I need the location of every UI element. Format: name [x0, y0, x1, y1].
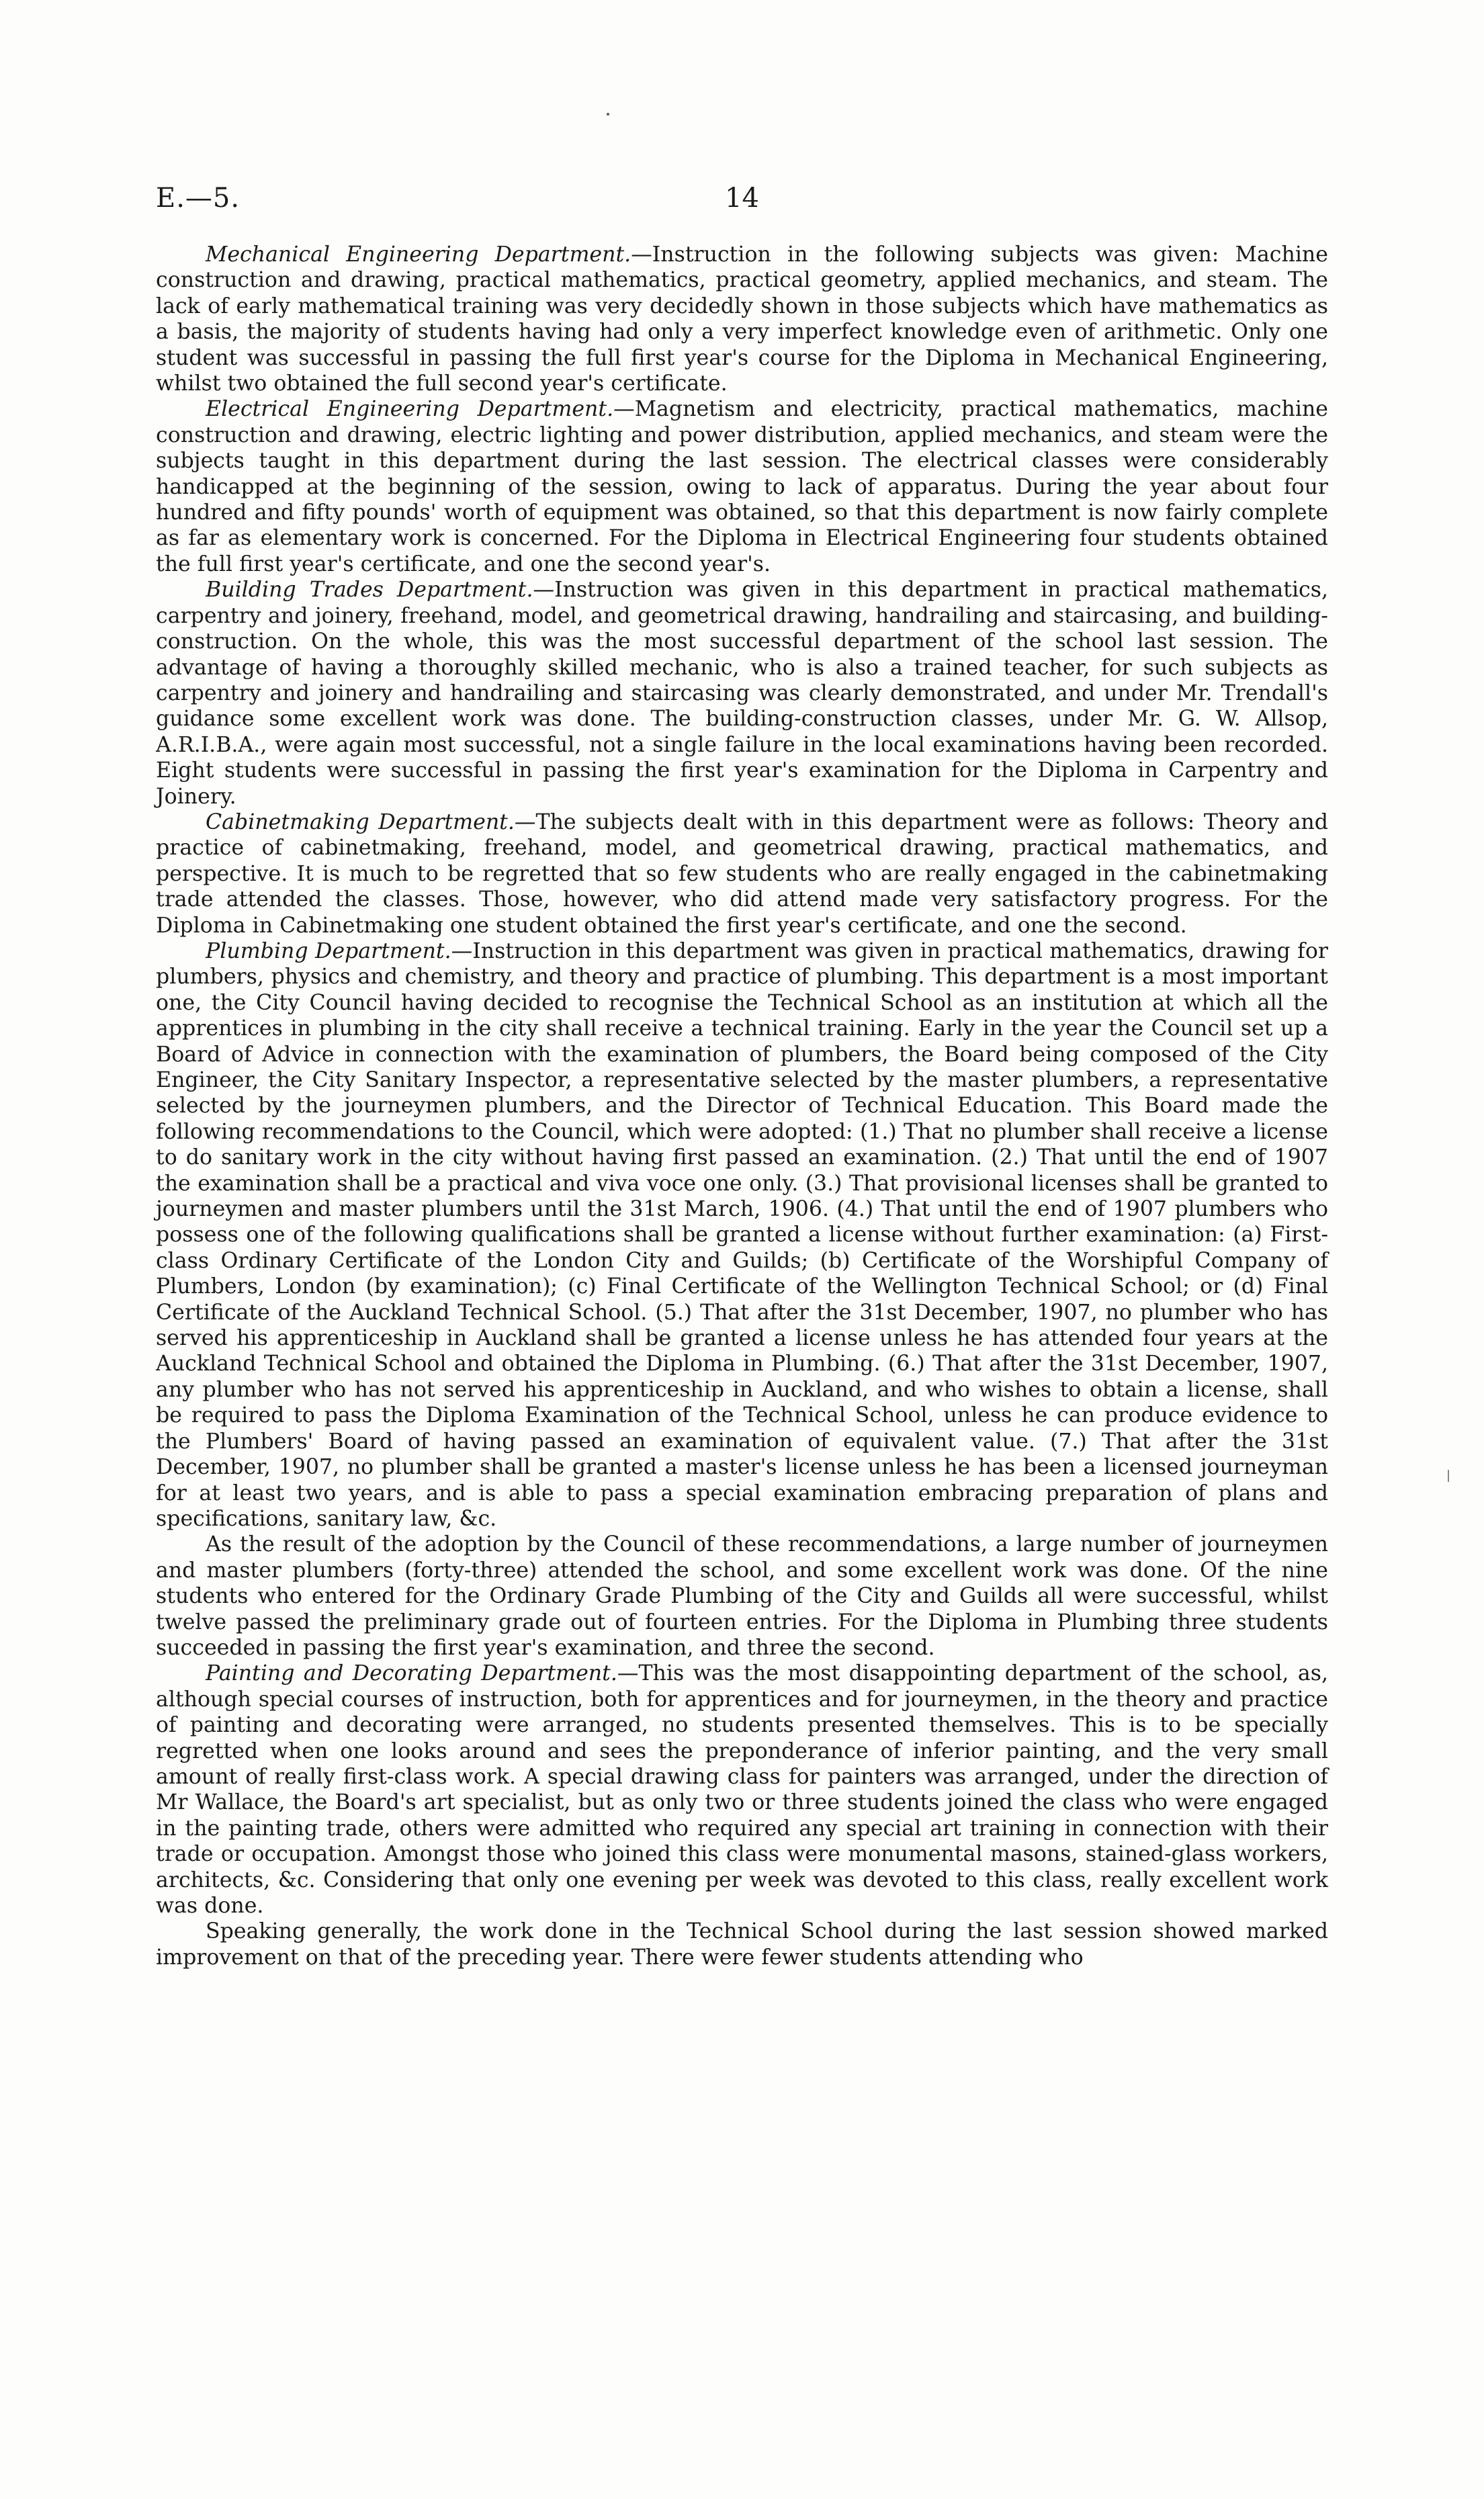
section-heading: Painting and Decorating Department. — [206, 1661, 617, 1686]
section-heading: Mechanical Engineering Department. — [206, 243, 631, 267]
paragraph-cabinetmaking — [156, 809, 1328, 938]
body-text — [156, 242, 1328, 1970]
paragraph-electrical-engineering — [156, 396, 1328, 577]
document-code: E.—5. — [156, 183, 241, 214]
paragraph-text: As the result of the adoption by the Council of these recommendations, a large number of journeymen and master plumbers (forty-three) attended the school, and some excellent work was done. Of the nine students who entered for the Ordinary Grade Plumbing of the City and Guilds all were successful, whilst twelve passed the preliminary grade out of fourteen entries. For the Diploma in Plumbing three students succeeded in passing the first year's examination, and three the second. — [156, 1532, 1328, 1660]
stray-dot — [607, 113, 609, 116]
paragraph-text: —Magnetism and electricity, practical mathematics, machine construction and drawing, electric lighting and power distribution, applied mechanics, and steam were the subjects taught in this department during the last session. The electrical classes were considerably handicapped at the beginning of the session, owing to lack of apparatus. During the year about four hundred and fifty pounds' worth of equipment was obtained, so that this department is now fairly complete as far as elementary work is concerned. For the Diploma in Electrical Engineering four students obtained the full first year's certificate, and one the second year's. — [156, 397, 1328, 576]
paragraph-text: —Instruction in this department was given in practical mathematics, drawing for plumbers, physics and chemistry, and theory and practice of plumbing. This department is a most important one, the City Council having decided to recognise the Technical School as an institution at which all the apprentices in plumbing in the city shall receive a technical training. Early in the year the Council set up a Board of Advice in connection with the examination of plumbers, the Board being composed of the City Engineer, the City Sanitary Inspector, a representative selected by the master plumbers, a representative selected by the journeymen plumbers, and the Director of Technical Education. This Board made the following recommendations to the Council, which were adopted: (1.) That no plumber shall receive a license to do sanitary work in the city without having first passed an examination. (2.) That until the end of 1907 the examination shall be a practical and viva voce one only. (3.) That provisional licenses shall be granted to journeymen and master plumbers until the 31st March, 1906. (4.) That until the end of 1907 plumbers who possess one of the following qualifications shall be granted a license without further examination: (a) First-class Ordinary Certificate of the London City and Guilds; (b) Certificate of the Worshipful Company of Plumbers, London (by examination); (c) Final Certificate of the Wellington Technical School; or (d) Final Certificate of the Auckland Technical School. (5.) That after the 31st December, 1907, no plumber who has served his apprenticeship in Auckland shall be granted a license unless he has attended four years at the Auckland Technical School and obtained the Diploma in Plumbing. (6.) That after the 31st December, 1907, any plumber who has not served his apprenticeship in Auckland, and who wishes to obtain a license, shall be required to pass the Diploma Examination of the Technical School, unless he can produce evidence to the Plumbers' Board of having passed an examination of equivalent value. (7.) That after the 31st December, 1907, no plumber shall be granted a master's license unless he has been a licensed journeyman for at least two years, and is able to pass a special examination embracing preparation of plans and specifications, sanitary law, &c. — [156, 938, 1328, 1531]
page-header — [156, 183, 1328, 223]
paragraph-text: Speaking generally, the work done in the Technical School during the last session showed marked improvement on that of the preceding year. There were fewer students attending who — [156, 1919, 1328, 1970]
paragraph-plumbing — [156, 938, 1328, 1532]
paragraph-text: —The subjects dealt with in this department were as follows: Theory and practice of cabinetmaking, freehand, model, and geometrical drawing, practical mathematics, and perspective. It is much to be regretted that so few students who are really engaged in the cabinetmaking trade attended the classes. Those, however, who did attend made very satisfactory progress. For the Diploma in Cabinetmaking one student obtained the first year's certificate, and one the second. — [156, 809, 1328, 938]
page-number: 14 — [725, 183, 759, 214]
paragraph-text: —This was the most disappointing department of the school, as, although special courses of instruction, both for apprentices and for journeymen, in the theory and practice of painting and decorating were arranged, no students presented themselves. This is to be specially regretted when one looks around and sees the preponderance of inferior painting, and the very small amount of really first-class work. A special drawing class for painters was arranged, under the direction of Mr Wallace, the Board's art specialist, but as only two or three students joined the class who were engaged in the painting trade, others were admitted who required any special art training in connection with their trade or occupation. Amongst those who joined this class were monumental masons, stained-glass workers, architects, &c. Considering that only one evening per week was devoted to this class, really excellent work was done. — [156, 1661, 1328, 1918]
paragraph-mechanical-engineering — [156, 242, 1328, 396]
section-heading: Cabinetmaking Department. — [206, 809, 515, 834]
paragraph-text: —Instruction in the following subjects was given: Machine construction and drawing, practical mathematics, practical geometry, applied mechanics, and steam. The lack of early mathematical training was very decidedly shown in those subjects which have mathematics as a basis, the majority of students having had only a very imperfect knowledge even of arithmetic. Only one student was successful in passing the full first year's course for the Diploma in Mechanical Engineering, whilst two obtained the full second year's certificate. — [156, 243, 1328, 396]
section-heading: Plumbing Department. — [206, 938, 451, 963]
paragraph-text: —Instruction was given in this department in practical mathematics, carpentry and joinery, freehand, model, and geometrical drawing, handrailing and staircasing, and building-construction. On the whole, this was the most successful department of the school last session. The advantage of having a thoroughly skilled mechanic, who is also a trained teacher, for such subjects as carpentry and joinery and handrailing and staircasing was clearly demonstrated, and under Mr. Trendall's guidance some excellent work was done. The building-construction classes, under Mr. G. W. Allsop, A.R.I.B.A., were again most successful, not a single failure in the local examinations having been recorded. Eight students were successful in passing the first year's examination for the Diploma in Carpentry and Joinery. — [156, 578, 1328, 809]
section-heading: Building Trades Department. — [206, 578, 533, 603]
paragraph-building-trades — [156, 577, 1328, 809]
paragraph-painting-decorating — [156, 1661, 1328, 1919]
margin-mark — [1448, 1470, 1449, 1482]
paragraph-plumbing-results — [156, 1532, 1328, 1661]
paragraph-general — [156, 1919, 1328, 1970]
section-heading: Electrical Engineering Department. — [206, 397, 614, 422]
